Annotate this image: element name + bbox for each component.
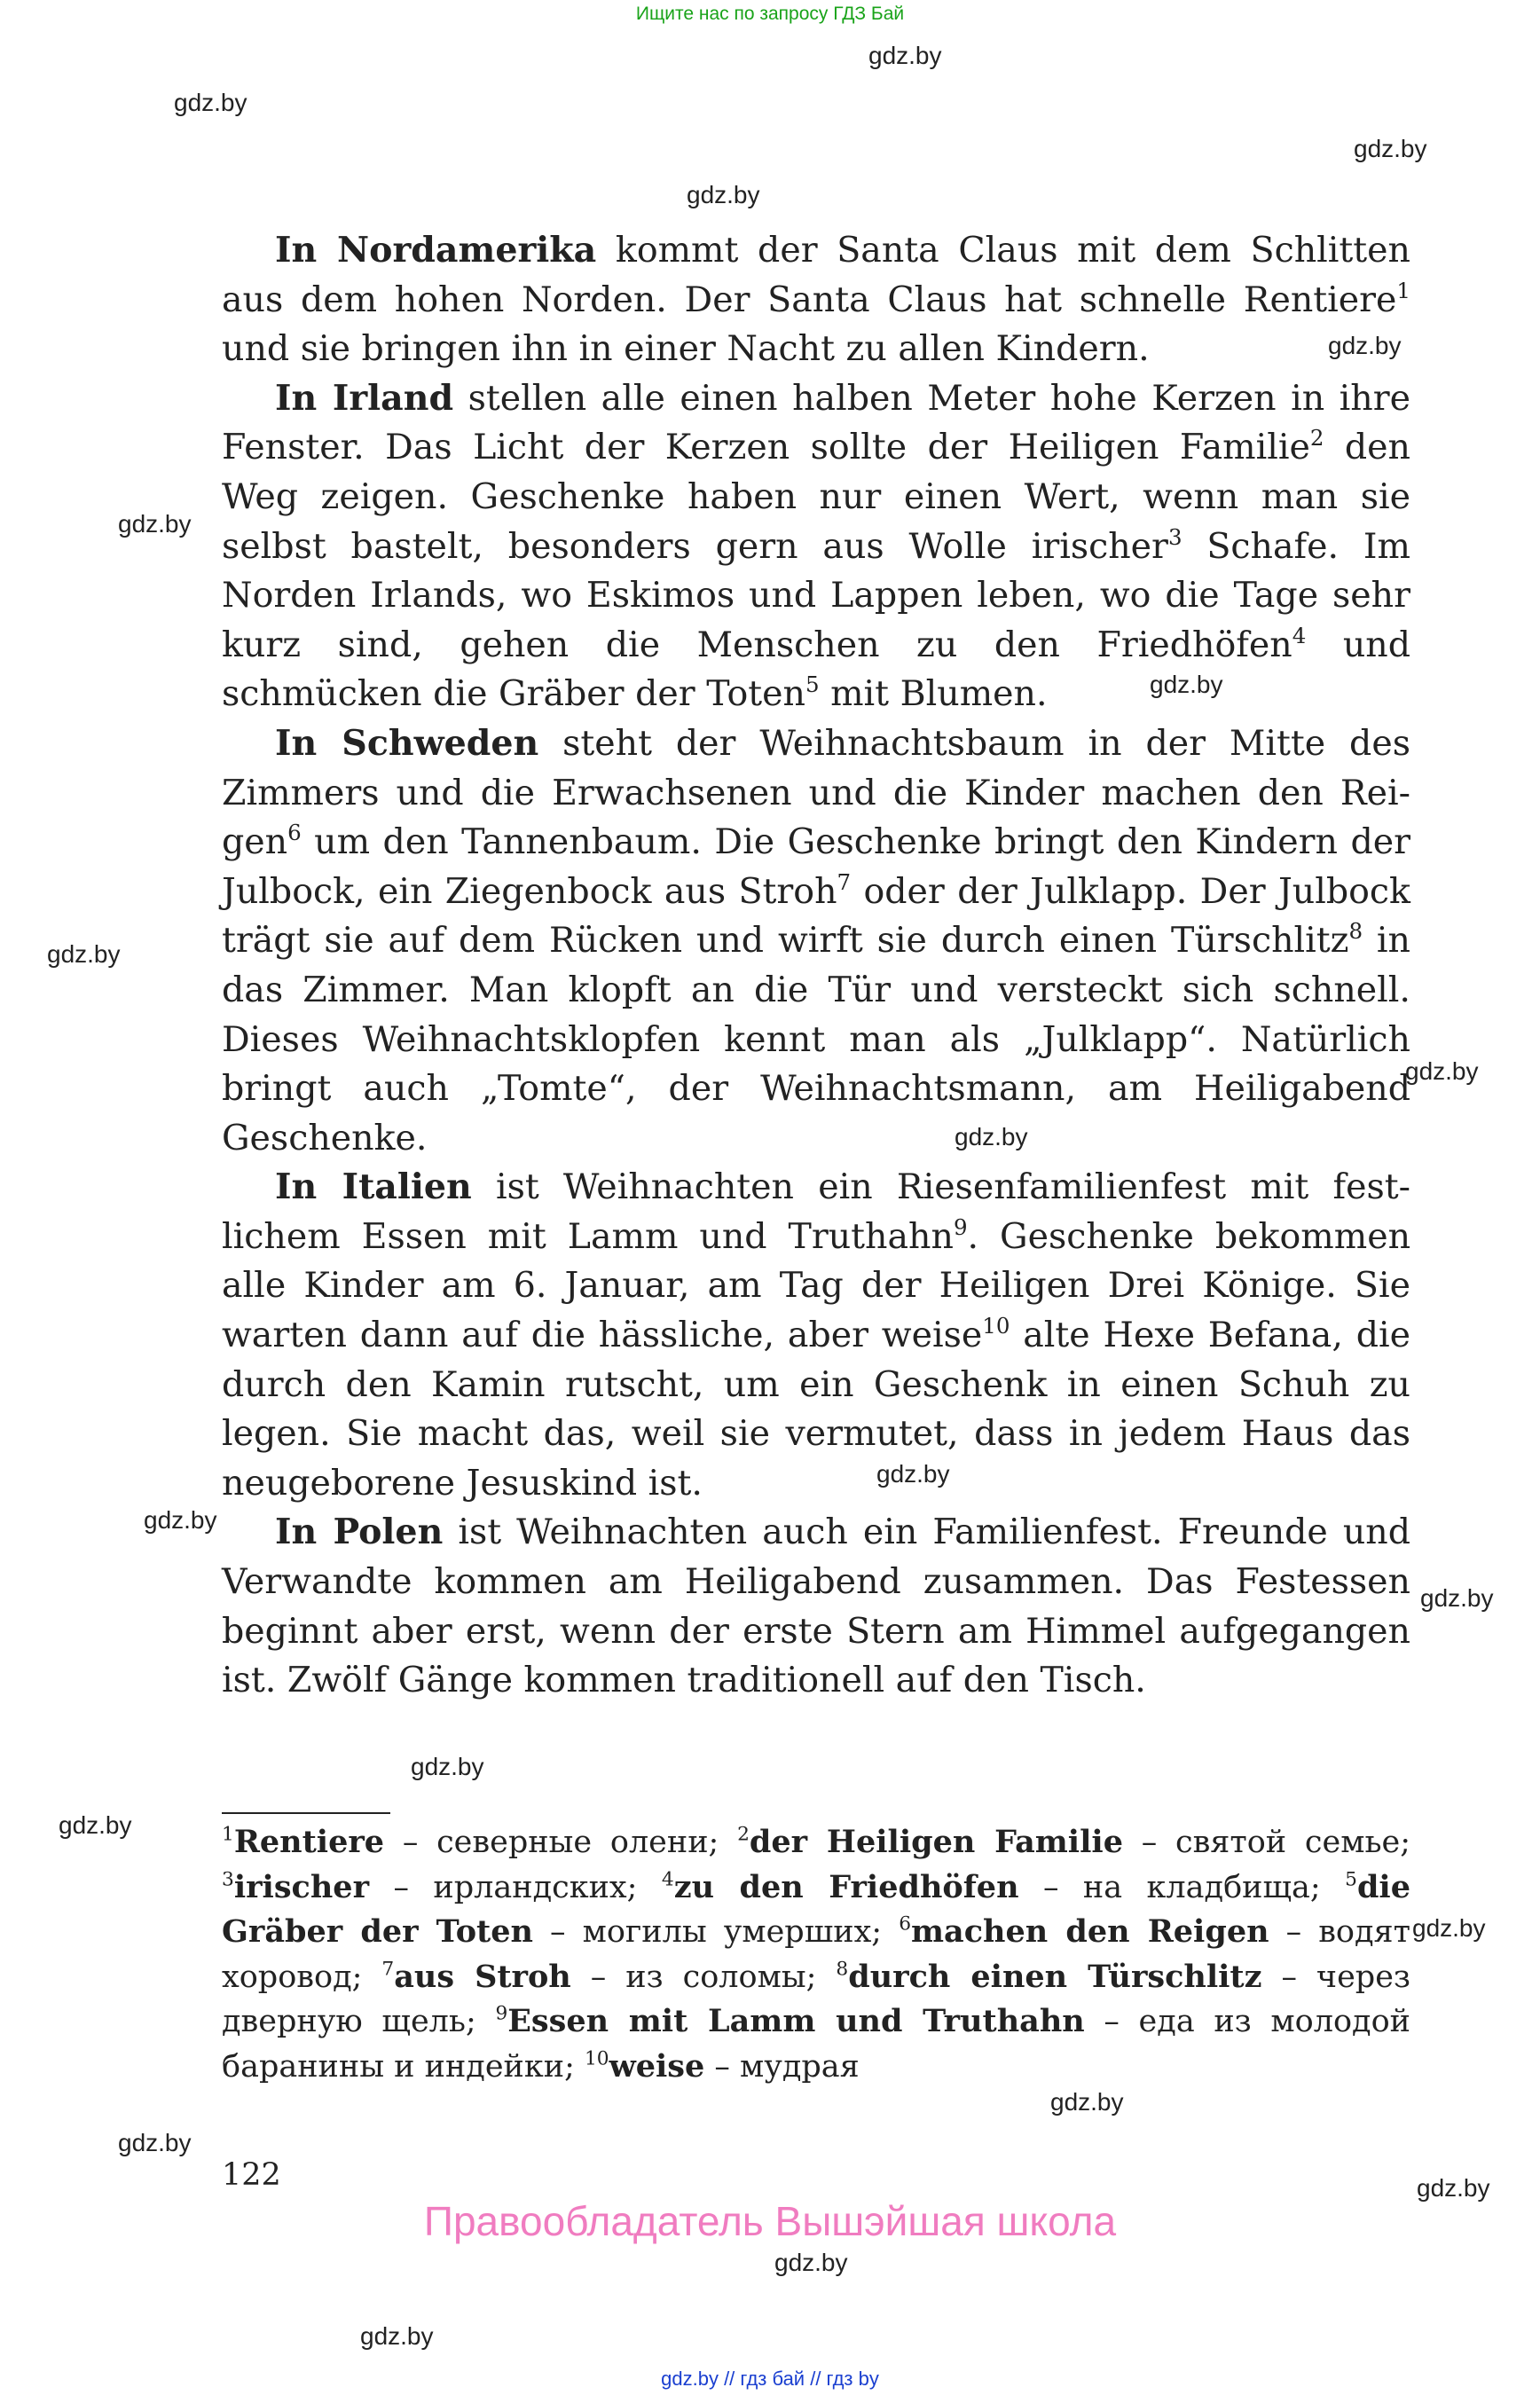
footnote-divider: [222, 1812, 390, 1814]
footnote-term: machen den Reigen: [911, 1913, 1269, 1950]
watermark: gdz.by: [1417, 2174, 1490, 2202]
footnote-ref: 8: [1348, 918, 1363, 945]
footnote-term: Essen mit Lamm und Truthahn: [507, 2003, 1085, 2039]
footnote-ref: 6: [287, 819, 302, 845]
country-heading: In Polen: [275, 1512, 444, 1553]
watermark: gdz.by: [47, 940, 121, 968]
watermark: gdz.by: [774, 2249, 848, 2276]
footnote-ref: 7: [837, 868, 852, 895]
footnotes: $^1$Rentiere – северные олени; $^2$der Heiligen Familie – святой семье; $^3$irischer – ирландских; $^4$zu den Friedhöfen – на кладбища; $^5$die Gräber der Toten – могилы умерших; $^6$machen den Reigen – водят хоровод; $^7$aus Stroh – из соломы; $^8$durch einen Türschlitz – через дверную щель; $^9$Essen mit Lamm und Truthahn – еда из молодой баранины и индейки; $^{10}$weise – мудрая: [222, 1823, 1410, 2085]
watermark: gdz.by: [868, 42, 942, 69]
footnote-term: irischer: [233, 1868, 370, 1905]
footnote-ref: 2: [1309, 425, 1324, 452]
footnote-ref: 10: [982, 1312, 1010, 1339]
watermark: gdz.by: [144, 1506, 217, 1534]
main-text: [222, 226, 1410, 1706]
watermark: gdz.by: [1412, 1914, 1486, 1942]
footnote-term: durch einen Türschlitz: [848, 1958, 1262, 1995]
paragraph-nordamerika: In Nordamerika kommt der Santa Claus mit dem Schlitten aus dem hohen Norden. Der Santa Claus hat schnelle Rentiere$^1$ und sie bringen ihn in einer Nacht zu allen Kindern.: [222, 230, 1410, 370]
watermark: gdz.by: [1354, 135, 1427, 162]
footnote-term: aus Stroh: [394, 1958, 571, 1995]
watermark: gdz.by: [118, 510, 192, 538]
footnote-ref: 9: [953, 1213, 968, 1240]
top-banner[interactable]: Ищите нас по запросу ГДЗ Бай: [635, 4, 905, 24]
copyright-notice: Правообладатель Вышэйшая школа: [423, 2198, 1117, 2244]
paragraph-italien: In Italien ist Weihnachten ein Riesenfamilienfest mit festlichem Essen mit Lamm und Truthahn$^9$. Geschenke bekommen alle Kinder am 6. Januar, am Tag der Heiligen Drei Könige. Sie warten dann auf die hässliche, aber weise$^{10}$ alte Hexe Befana, die durch den Kamin rutscht, um ein Geschenk in einen Schuh zu legen. Sie macht das, weil sie vermutet, dass in jedem Haus das neugeborene Jesuskind ist.: [222, 1166, 1411, 1504]
footnote-term: zu den Friedhöfen: [673, 1868, 1019, 1905]
watermark: gdz.by: [876, 1460, 950, 1488]
country-heading: In Nordamerika: [275, 230, 597, 271]
footnote-term: der Heiligen Familie: [749, 1824, 1123, 1860]
watermark: gdz.by: [118, 2129, 192, 2156]
footnote-term: die Gräber der Toten: [222, 1868, 1410, 1950]
paragraph-irland: In Irland stellen alle einen halben Meter hohe Kerzen in ihre Fenster. Das Licht der Kerzen sollte der Heiligen Familie$^2$ den Weg zeigen. Geschenke haben nur einen Wert, wenn man sie selbst bastelt, besonders gern aus Wolle irischer$^3$ Schafe. Im Norden Irlands, wo Eskimos und Lappen leben, wo die Tage sehr kurz sind, gehen die Menschen zu den Friedhöfen$^4$ und schmücken die Gräber der Toten$^5$ mit Blumen.: [222, 377, 1410, 715]
paragraph-schweden: In Schweden steht der Weihnachtsbaum in der Mitte des Zimmers und die Erwachsenen und die Kinder machen den Reigen$^6$ um den Tannenbaum. Die Geschenke bringt den Kindern der Julbock, ein Ziegenbock aus Stroh$^7$ oder der Julklapp. Der Julbock trägt sie auf dem Rücken und wirft sie durch einen Türschlitz$^8$ in das Zimmer. Man klopft an die Tür und versteckt sich schnell. Dieses Weihnachtsklopfen kennt man als „Julklapp“. Natürlich bringt auch „Tomte“, der Weihnachtsmann, am Heiligabend Geschenke.: [222, 722, 1410, 1158]
footnote-term: weise: [609, 2047, 705, 2085]
country-heading: In Irland: [275, 377, 454, 419]
footnote-ref: 3: [1167, 523, 1182, 550]
watermark: gdz.by: [59, 1811, 132, 1839]
watermark: gdz.by: [411, 1753, 484, 1780]
watermark: gdz.by: [1328, 332, 1402, 359]
country-heading: In Schweden: [275, 722, 539, 764]
watermark: gdz.by: [1420, 1584, 1494, 1612]
watermark: gdz.by: [174, 89, 248, 116]
footnote-term: Rentiere: [233, 1824, 385, 1860]
watermark: gdz.by: [1405, 1057, 1479, 1085]
paragraph-polen: In Polen ist Weihnachten auch ein Familienfest. Freunde und Verwandte kommen am Heiligabend zusammen. Das Festessen beginnt aber erst, wenn der erste Stern am Himmel aufgegangen ist. Zwölf Gänge kommen traditionell auf den Tisch.: [222, 1512, 1411, 1701]
watermark: gdz.by: [360, 2322, 434, 2350]
watermark: gdz.by: [1050, 2088, 1124, 2116]
footnote-ref: 5: [805, 671, 820, 698]
watermark: gdz.by: [687, 181, 760, 208]
footnote-ref: 1: [1396, 277, 1410, 303]
page-number: 122: [222, 2157, 281, 2193]
watermark: gdz.by: [1150, 671, 1223, 698]
country-heading: In Italien: [275, 1166, 472, 1208]
footnote-ref: 4: [1292, 622, 1307, 648]
footer-links[interactable]: gdz.by // гдз бай // гдз by: [661, 2368, 879, 2390]
watermark: gdz.by: [955, 1123, 1028, 1150]
